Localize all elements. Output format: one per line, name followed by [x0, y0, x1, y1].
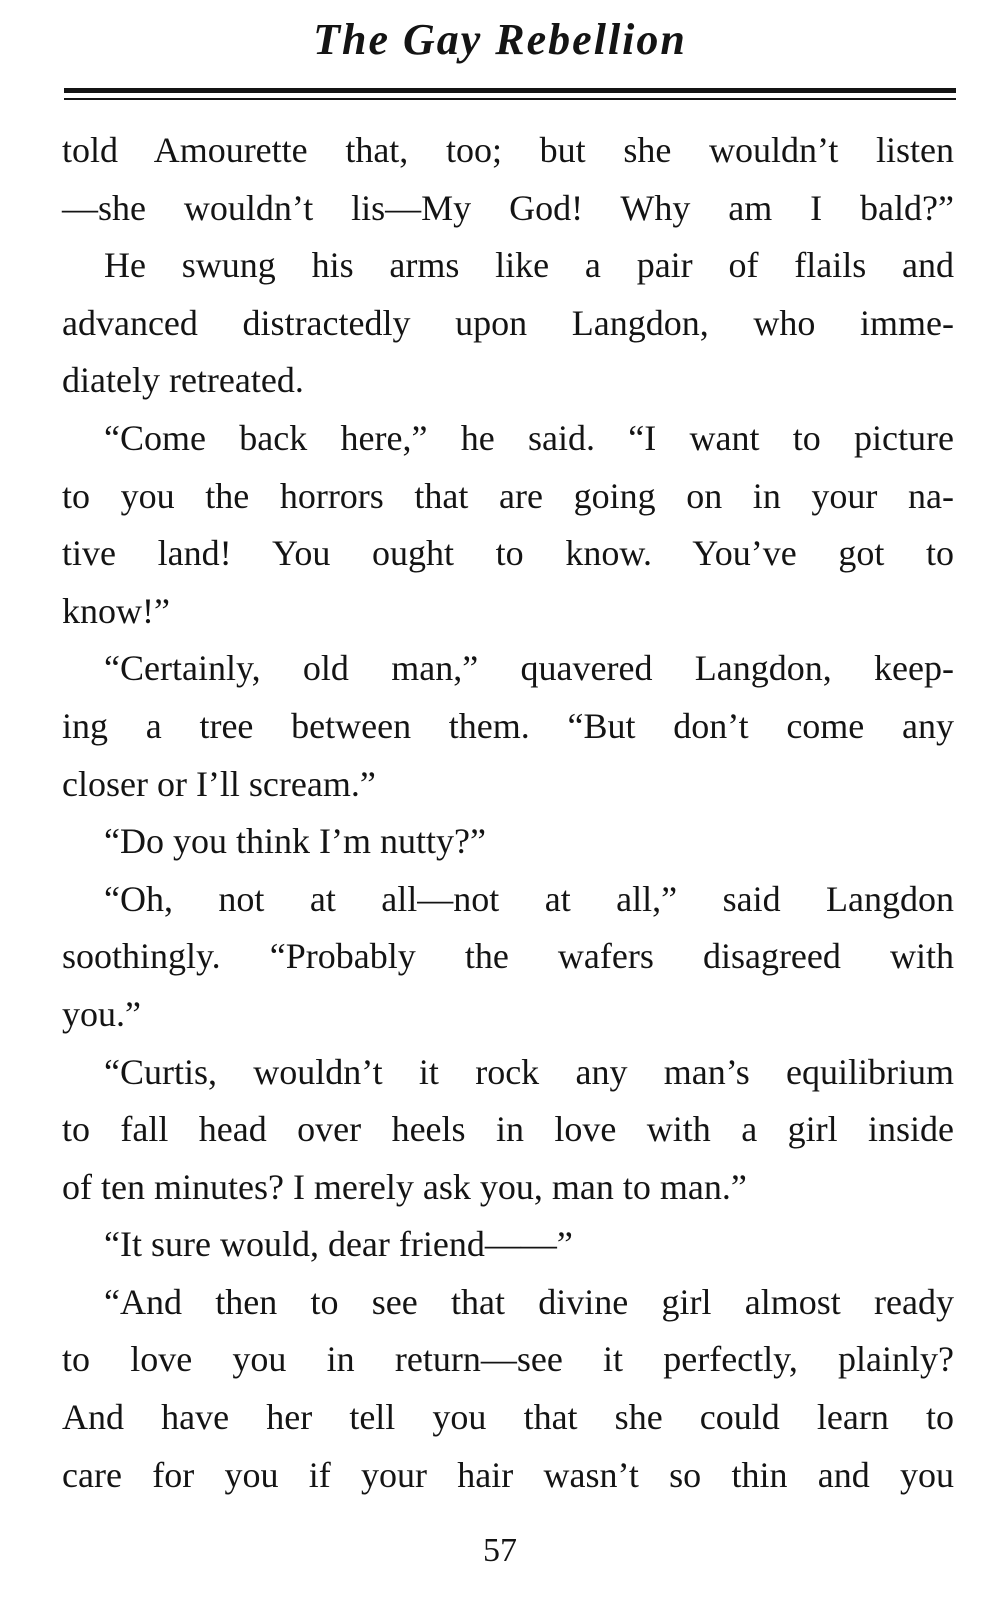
text-line: “And then to see that divine girl almost ready [104, 1281, 954, 1322]
header-rule-thick [64, 88, 956, 93]
page-number: 57 [483, 1532, 517, 1569]
text-line: to you the horrors that are going on in your na- [62, 475, 954, 516]
text-line: care for you if your hair wasn’t so thin and you [62, 1454, 954, 1495]
text-line: soothingly. “Probably the wafers disagreed with [62, 936, 954, 977]
text-line: to fall head over heels in love with a girl inside [62, 1109, 954, 1150]
text-line: tive land! You ought to know. You’ve got to [62, 533, 954, 574]
text-line: of ten minutes? I merely ask you, man to man.” [62, 1166, 747, 1207]
text-line: you.” [62, 993, 141, 1034]
text-line: “It sure would, dear friend——” [104, 1224, 573, 1265]
body-text [62, 122, 954, 1504]
text-line: advanced distractedly upon Langdon, who imme- [62, 302, 954, 343]
text-line: “Curtis, wouldn’t it rock any man’s equilibrium [104, 1051, 954, 1092]
text-line: “Do you think I’m nutty?” [104, 821, 486, 862]
text-line: “Certainly, old man,” quavered Langdon, keep- [104, 648, 954, 689]
header-rule-thin [64, 98, 956, 100]
text-line: And have her tell you that she could learn to [62, 1397, 954, 1438]
running-header: The Gay Rebellion [313, 15, 687, 64]
text-line: know!” [62, 590, 170, 631]
text-line: He swung his arms like a pair of flails and [104, 245, 954, 286]
text-line: “Come back here,” he said. “I want to picture [104, 417, 954, 458]
text-line: diately retreated. [62, 360, 304, 401]
text-line: —she wouldn’t lis—My God! Why am I bald?” [62, 187, 954, 228]
text-line: closer or I’ll scream.” [62, 763, 376, 804]
text-line: to love you in return—see it perfectly, plainly? [62, 1339, 954, 1380]
text-line: told Amourette that, too; but she wouldn’t listen [62, 130, 954, 170]
text-line: ing a tree between them. “But don’t come any [62, 705, 954, 746]
text-line: “Oh, not at all—not at all,” said Langdon [104, 878, 954, 919]
